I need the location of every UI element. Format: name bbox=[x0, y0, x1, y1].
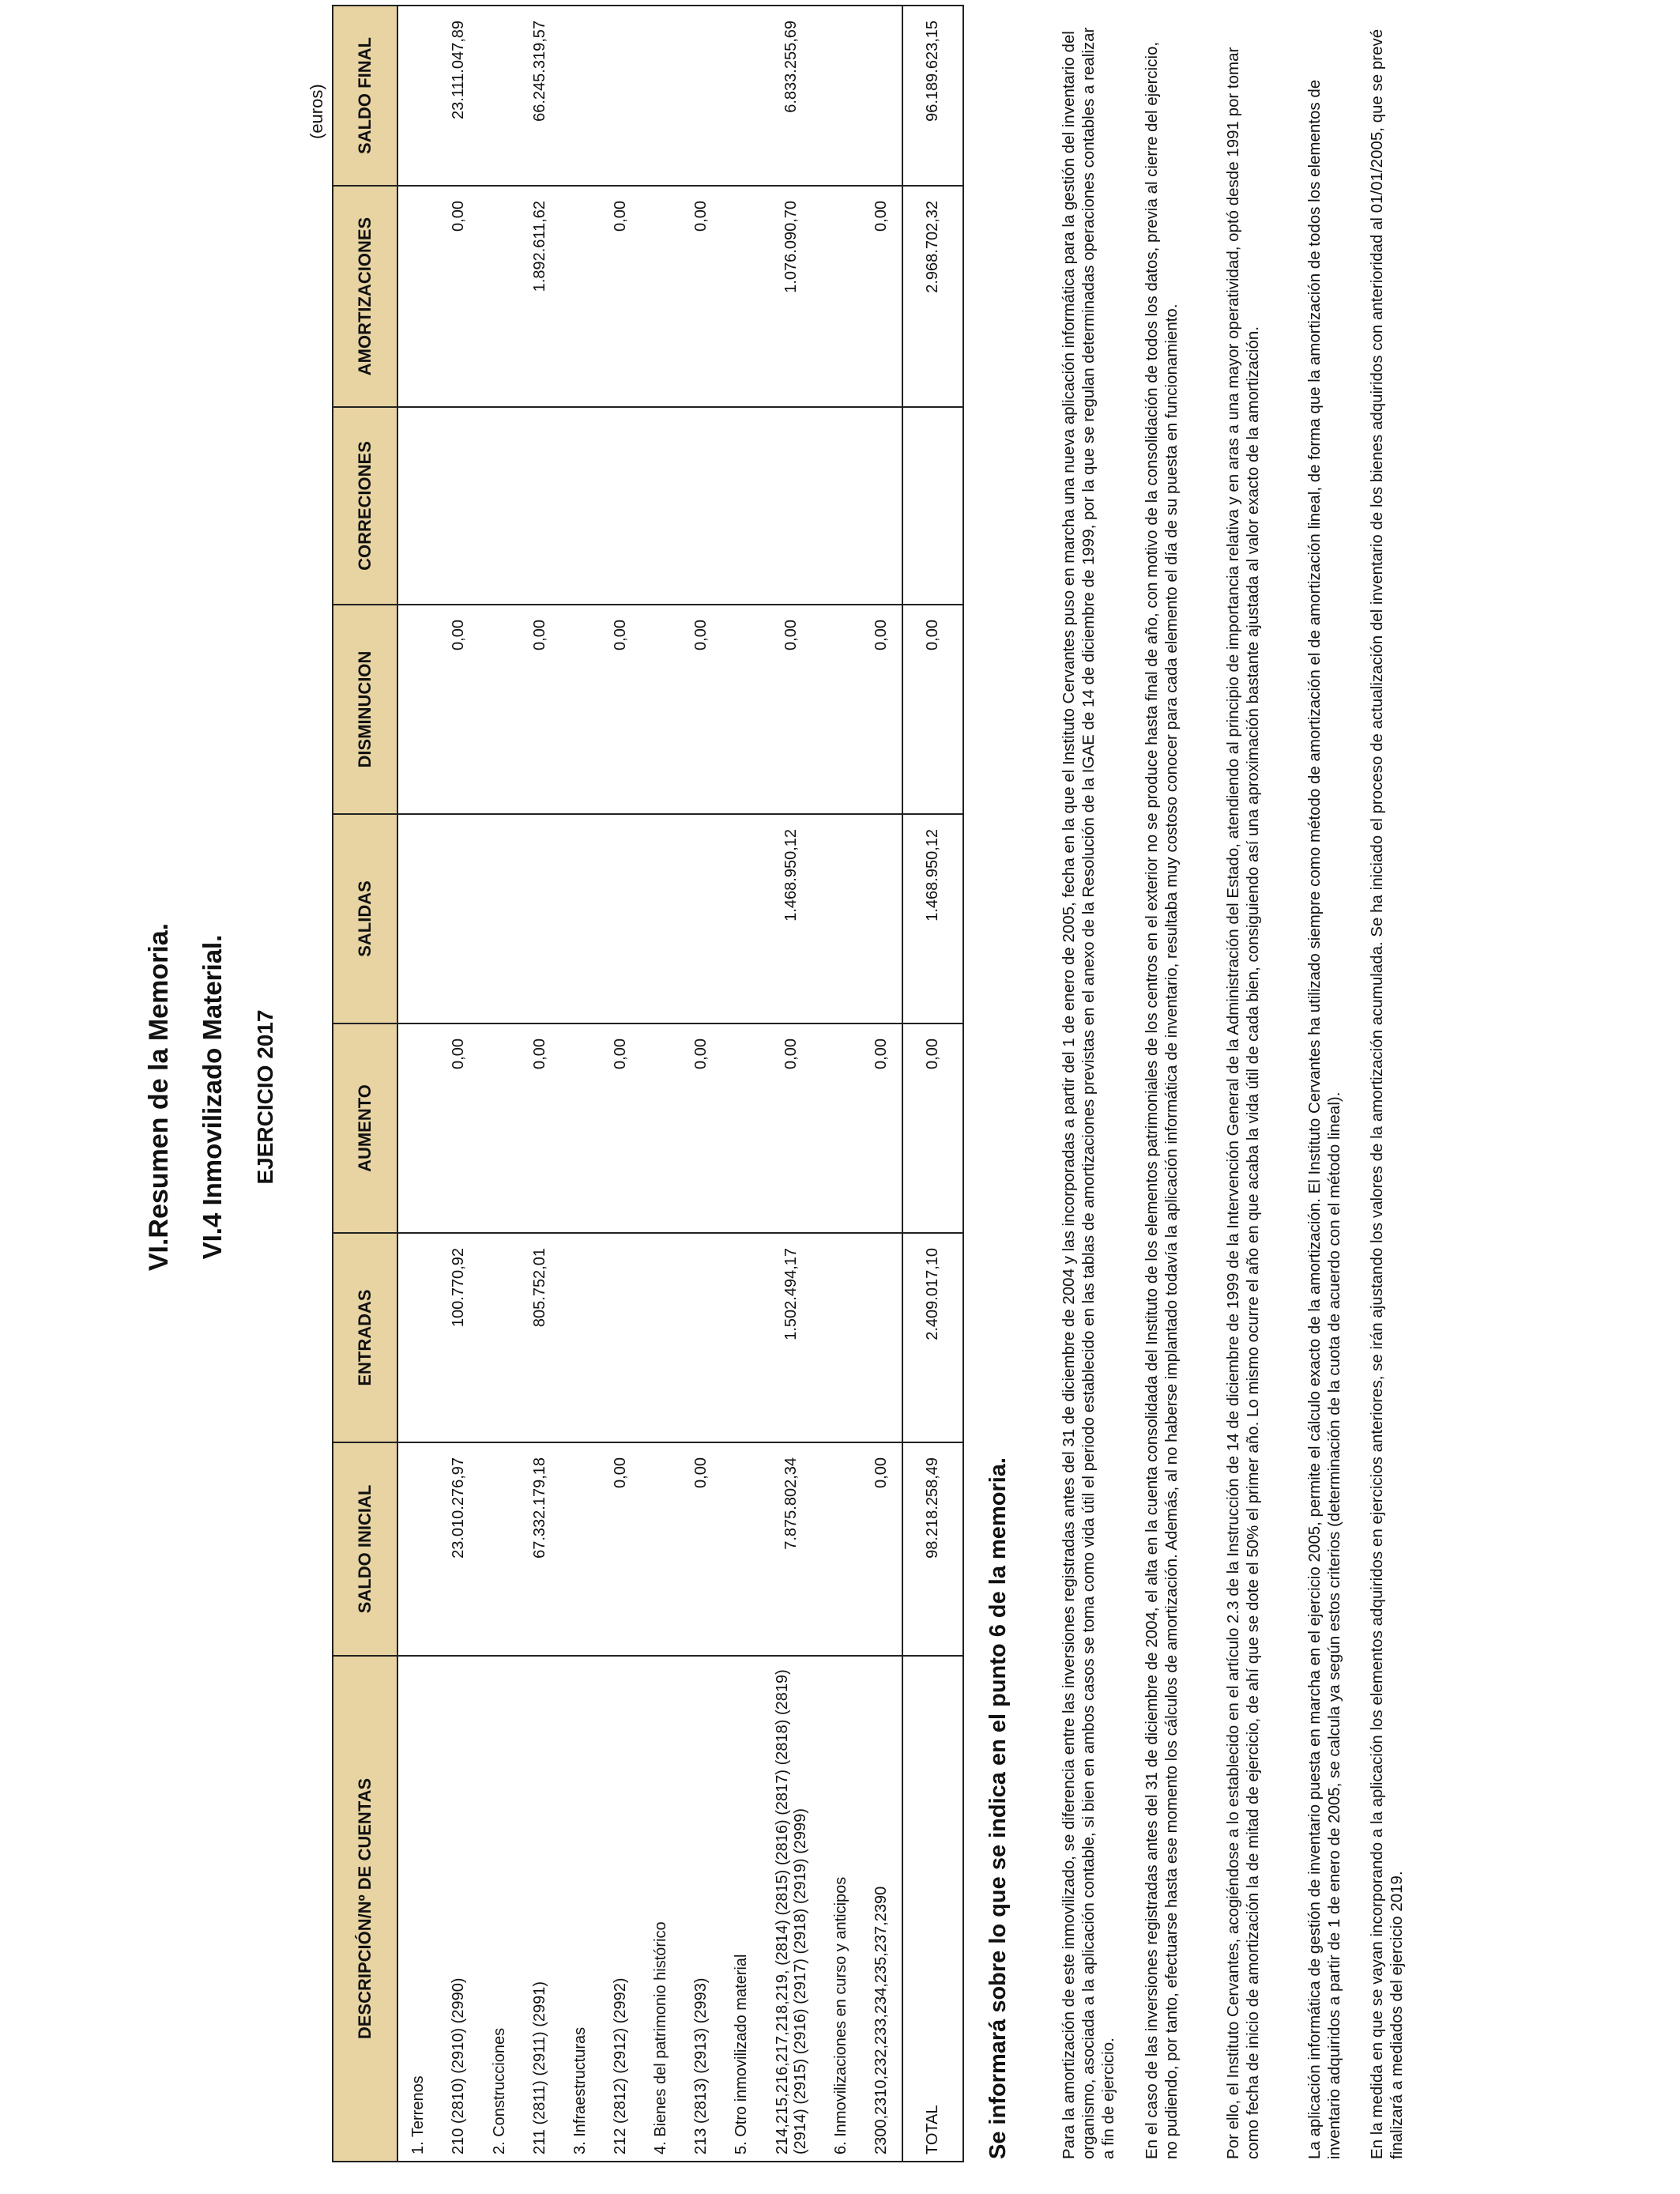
column-header: AUMENTO bbox=[333, 1023, 397, 1233]
amount-cell: 0,00 bbox=[861, 605, 902, 814]
amount-cell: 67.332.179,18 bbox=[520, 1442, 560, 1656]
amount-cell bbox=[479, 1233, 519, 1442]
table-header-row bbox=[333, 6, 397, 2162]
amount-cell bbox=[397, 1233, 439, 1442]
amount-cell bbox=[397, 1442, 439, 1656]
amount-cell bbox=[439, 814, 479, 1023]
amount-cell: 96.189.623,15 bbox=[902, 6, 963, 186]
table-row bbox=[861, 6, 902, 2162]
amount-cell: 0,00 bbox=[681, 186, 721, 407]
amount-cell: 1.468.950,12 bbox=[762, 814, 820, 1023]
column-header: SALDO FINAL bbox=[333, 6, 397, 186]
amount-cell bbox=[641, 186, 681, 407]
amount-cell bbox=[641, 1233, 681, 1442]
table-row bbox=[821, 6, 861, 2162]
amount-cell bbox=[721, 1023, 762, 1233]
amount-cell bbox=[479, 6, 519, 186]
table-row bbox=[479, 6, 519, 2162]
amount-cell bbox=[821, 407, 861, 605]
amount-cell: 0,00 bbox=[439, 605, 479, 814]
column-header: DESCRIPCIÓN/Nº DE CUENTAS bbox=[333, 1656, 397, 2162]
amount-cell bbox=[560, 186, 601, 407]
amount-cell: 6.833.255,69 bbox=[762, 6, 820, 186]
account-description-cell: 213 (2813) (2913) (2993) bbox=[681, 1656, 721, 2162]
table-row bbox=[762, 6, 820, 2162]
amount-cell: 7.875.802,34 bbox=[762, 1442, 820, 1656]
amount-cell: 2.409.017,10 bbox=[902, 1233, 963, 1442]
note-paragraph: En la medida en que se vayan incorporando a la aplicación los elementos adquiridos en ejercicios anteriores, se irán ajustando los valores de la amortización acumulada. Se ha iniciado el proceso de actualización del inventario de los bienes adquiridos con anterioridad al 01/01/2005, que se prevé finalizará a mediados del ejercicio 2019. bbox=[1368, 28, 1406, 2159]
amount-cell bbox=[721, 1442, 762, 1656]
amount-cell bbox=[641, 1023, 681, 1233]
account-description-cell: 4. Bienes del patrimonio histórico bbox=[641, 1656, 681, 2162]
amount-cell bbox=[681, 407, 721, 605]
amount-cell: 0,00 bbox=[762, 1023, 820, 1233]
amount-cell: 2.968.702,32 bbox=[902, 186, 963, 407]
amount-cell: 23.010.276,97 bbox=[439, 1442, 479, 1656]
amount-cell bbox=[821, 6, 861, 186]
amount-cell bbox=[397, 6, 439, 186]
amount-cell: 0,00 bbox=[601, 1442, 641, 1656]
column-header: SALIDAS bbox=[333, 814, 397, 1023]
amount-cell bbox=[681, 1233, 721, 1442]
amount-cell bbox=[861, 6, 902, 186]
amount-cell bbox=[721, 1233, 762, 1442]
note-paragraph: La aplicación informática de gestión de inventario puesta en marcha en el ejercicio 2005, permite el cálculo exacto de la amortización. El Instituto Cervantes ha utilizado siempre como método de amortización el de amortización lineal, de forma que la amortización de todos los elementos de inventario adquiridos a partir de 1 de enero de 2005, se calcula ya según estos criterios (determinación de la cuota de acuerdo con el método lineal). bbox=[1305, 79, 1343, 2159]
section-title: VI.4 Inmovilizado Material. bbox=[198, 934, 227, 1260]
amount-cell bbox=[821, 605, 861, 814]
table-row bbox=[520, 6, 560, 2162]
table-row bbox=[397, 6, 439, 2162]
amount-cell: 23.111.047,89 bbox=[439, 6, 479, 186]
account-description-cell: 2. Construcciones bbox=[479, 1656, 519, 2162]
amount-cell: 100.770,92 bbox=[439, 1233, 479, 1442]
amount-cell: 0,00 bbox=[520, 605, 560, 814]
column-header: AMORTIZACIONES bbox=[333, 186, 397, 407]
exercise-title: EJERCICIO 2017 bbox=[253, 1009, 277, 1185]
amount-cell bbox=[762, 407, 820, 605]
account-description-cell: 210 (2810) (2910) (2990) bbox=[439, 1656, 479, 2162]
amount-cell bbox=[721, 407, 762, 605]
amount-cell: 0,00 bbox=[439, 186, 479, 407]
amount-cell bbox=[397, 186, 439, 407]
amount-cell bbox=[641, 6, 681, 186]
amount-cell bbox=[560, 814, 601, 1023]
account-description-cell: 2300,2310,232,233,234,235,237,2390 bbox=[861, 1656, 902, 2162]
amount-cell bbox=[902, 407, 963, 605]
account-description-cell: TOTAL bbox=[902, 1656, 963, 2162]
column-header: DISMINUCION bbox=[333, 605, 397, 814]
amount-cell bbox=[439, 407, 479, 605]
amount-cell: 0,00 bbox=[520, 1023, 560, 1233]
amount-cell bbox=[821, 1442, 861, 1656]
amount-cell bbox=[560, 1023, 601, 1233]
amount-cell bbox=[479, 1442, 519, 1656]
amount-cell: 98.218.258,49 bbox=[902, 1442, 963, 1656]
amount-cell bbox=[479, 1023, 519, 1233]
amount-cell bbox=[560, 6, 601, 186]
page-title: VI.Resumen de la Memoria. bbox=[144, 922, 174, 1272]
account-description-cell: 1. Terrenos bbox=[397, 1656, 439, 2162]
amount-cell: 0,00 bbox=[902, 1023, 963, 1233]
account-description-cell: 5. Otro inmovilizado material bbox=[721, 1656, 762, 2162]
amount-cell bbox=[479, 814, 519, 1023]
amount-cell: 0,00 bbox=[902, 605, 963, 814]
amount-cell bbox=[479, 407, 519, 605]
amount-cell bbox=[479, 186, 519, 407]
table-row bbox=[721, 6, 762, 2162]
amount-cell bbox=[397, 814, 439, 1023]
amount-cell bbox=[721, 186, 762, 407]
column-header: SALDO INICIAL bbox=[333, 1442, 397, 1656]
amount-cell bbox=[641, 814, 681, 1023]
amount-cell: 1.076.090,70 bbox=[762, 186, 820, 407]
amount-cell bbox=[821, 186, 861, 407]
amount-cell: 0,00 bbox=[439, 1023, 479, 1233]
table-row bbox=[439, 6, 479, 2162]
amount-cell bbox=[520, 814, 560, 1023]
amount-cell bbox=[601, 407, 641, 605]
amount-cell bbox=[601, 1233, 641, 1442]
account-description-cell: 211 (2811) (2911) (2991) bbox=[520, 1656, 560, 2162]
amount-cell bbox=[641, 407, 681, 605]
amount-cell bbox=[721, 605, 762, 814]
amount-cell: 0,00 bbox=[601, 1023, 641, 1233]
table-row bbox=[601, 6, 641, 2162]
amount-cell bbox=[601, 6, 641, 186]
amount-cell: 1.892.611,62 bbox=[520, 186, 560, 407]
account-description-cell: 3. Infraestructuras bbox=[560, 1656, 601, 2162]
amount-cell bbox=[821, 1023, 861, 1233]
amount-cell bbox=[397, 1023, 439, 1233]
amount-cell bbox=[397, 407, 439, 605]
amount-cell bbox=[681, 814, 721, 1023]
table-row bbox=[681, 6, 721, 2162]
amount-cell bbox=[721, 814, 762, 1023]
amount-cell: 0,00 bbox=[681, 1442, 721, 1656]
amount-cell: 0,00 bbox=[861, 1442, 902, 1656]
notes-heading: Se informará sobre lo que se indica en el punto 6 de la memoria. bbox=[985, 1457, 1011, 2159]
amount-cell: 66.245.319,57 bbox=[520, 6, 560, 186]
amount-cell bbox=[681, 6, 721, 186]
amount-cell bbox=[721, 6, 762, 186]
amount-cell bbox=[560, 1442, 601, 1656]
amount-cell bbox=[861, 407, 902, 605]
table-row bbox=[641, 6, 681, 2162]
amount-cell: 0,00 bbox=[861, 186, 902, 407]
note-paragraph: En el caso de las inversiones registradas antes del 31 de diciembre de 2004, el alta en la cuenta consolidada del Instituto de los elementos patrimoniales de los centros en el exterior no se produce hasta final de año, con motivo de la consolidación de todos los datos, previa al cierre del ejercicio, no pudiendo, por tanto, efectuarse hasta ese momento los cálculos de amortización. Además, al no haberse implantado todavía la aplicación informática de inventario, resultaba muy costoso conocer para cada elemento el día de su puesta en funcionamiento. bbox=[1143, 41, 1181, 2159]
note-paragraph: Por ello, el Instituto Cervantes, acogiéndose a lo establecido en el artículo 2.3 de la Instrucción de 14 de diciembre de 1999 de la Intervención General de la Administración del Estado, atendiendo al principio de importancia relativa y en aras a una mayor operatividad, optó desde 1991 por tomar como fecha de inicio de amortización la de mitad de ejercicio, de ahí que se dote el 50% el primer año. Lo mismo ocurre el año en que acaba la vida útil de cada bien, consiguiendo así una aproximación bastante ajustada al valor exacto de la amortización. bbox=[1224, 47, 1262, 2159]
amount-cell bbox=[560, 407, 601, 605]
amount-cell bbox=[560, 605, 601, 814]
table-total-row bbox=[902, 6, 963, 2162]
amount-cell bbox=[641, 1442, 681, 1656]
amount-cell bbox=[479, 605, 519, 814]
amount-cell bbox=[861, 1233, 902, 1442]
amount-cell bbox=[821, 814, 861, 1023]
amount-cell bbox=[821, 1233, 861, 1442]
account-description-cell: 212 (2812) (2912) (2992) bbox=[601, 1656, 641, 2162]
table-body bbox=[397, 6, 963, 2162]
note-paragraph: Para la amortización de este inmovilizado, se diferencia entre las inversiones registradas antes del 31 de diciembre de 2004 y las incorporadas a partir del 1 de enero de 2005, fecha en la que el Instituto Cervantes puso en marcha una nueva aplicación informática para la gestión del inventario del organismo, asociada a la aplicación contable, si bien en ambos casos se toma como vida útil el periodo establecido en las tablas de amortizaciones previstas en el anexo de la Resolución de la IGAE de 14 de diciembre de 1999, por la que se regulan determinadas operaciones contables a realizar a fin de ejercicio. bbox=[1060, 27, 1117, 2159]
amount-cell bbox=[397, 605, 439, 814]
account-description-cell: 6. Inmovilizaciones en curso y anticipos bbox=[821, 1656, 861, 2162]
account-description-cell: 214,215,216,217,218,219, (2814) (2815) (2816) (2817) (2818) (2819) (2914) (2915) (2916) (2917) (2918) (2919) (2999) bbox=[762, 1656, 820, 2162]
amount-cell: 0,00 bbox=[861, 1023, 902, 1233]
inventory-table-container bbox=[332, 6, 964, 2162]
inventory-table bbox=[332, 5, 964, 2162]
amount-cell bbox=[861, 814, 902, 1023]
column-header: ENTRADAS bbox=[333, 1233, 397, 1442]
column-header: CORRECIONES bbox=[333, 407, 397, 605]
amount-cell bbox=[601, 814, 641, 1023]
amount-cell: 805.752,01 bbox=[520, 1233, 560, 1442]
table-row bbox=[560, 6, 601, 2162]
amount-cell bbox=[560, 1233, 601, 1442]
amount-cell: 0,00 bbox=[681, 1023, 721, 1233]
amount-cell: 0,00 bbox=[601, 186, 641, 407]
amount-cell bbox=[520, 407, 560, 605]
units-label: (euros) bbox=[307, 84, 326, 139]
amount-cell: 0,00 bbox=[681, 605, 721, 814]
amount-cell: 1.468.950,12 bbox=[902, 814, 963, 1023]
amount-cell: 0,00 bbox=[762, 605, 820, 814]
amount-cell: 1.502.494,17 bbox=[762, 1233, 820, 1442]
amount-cell bbox=[641, 605, 681, 814]
amount-cell: 0,00 bbox=[601, 605, 641, 814]
